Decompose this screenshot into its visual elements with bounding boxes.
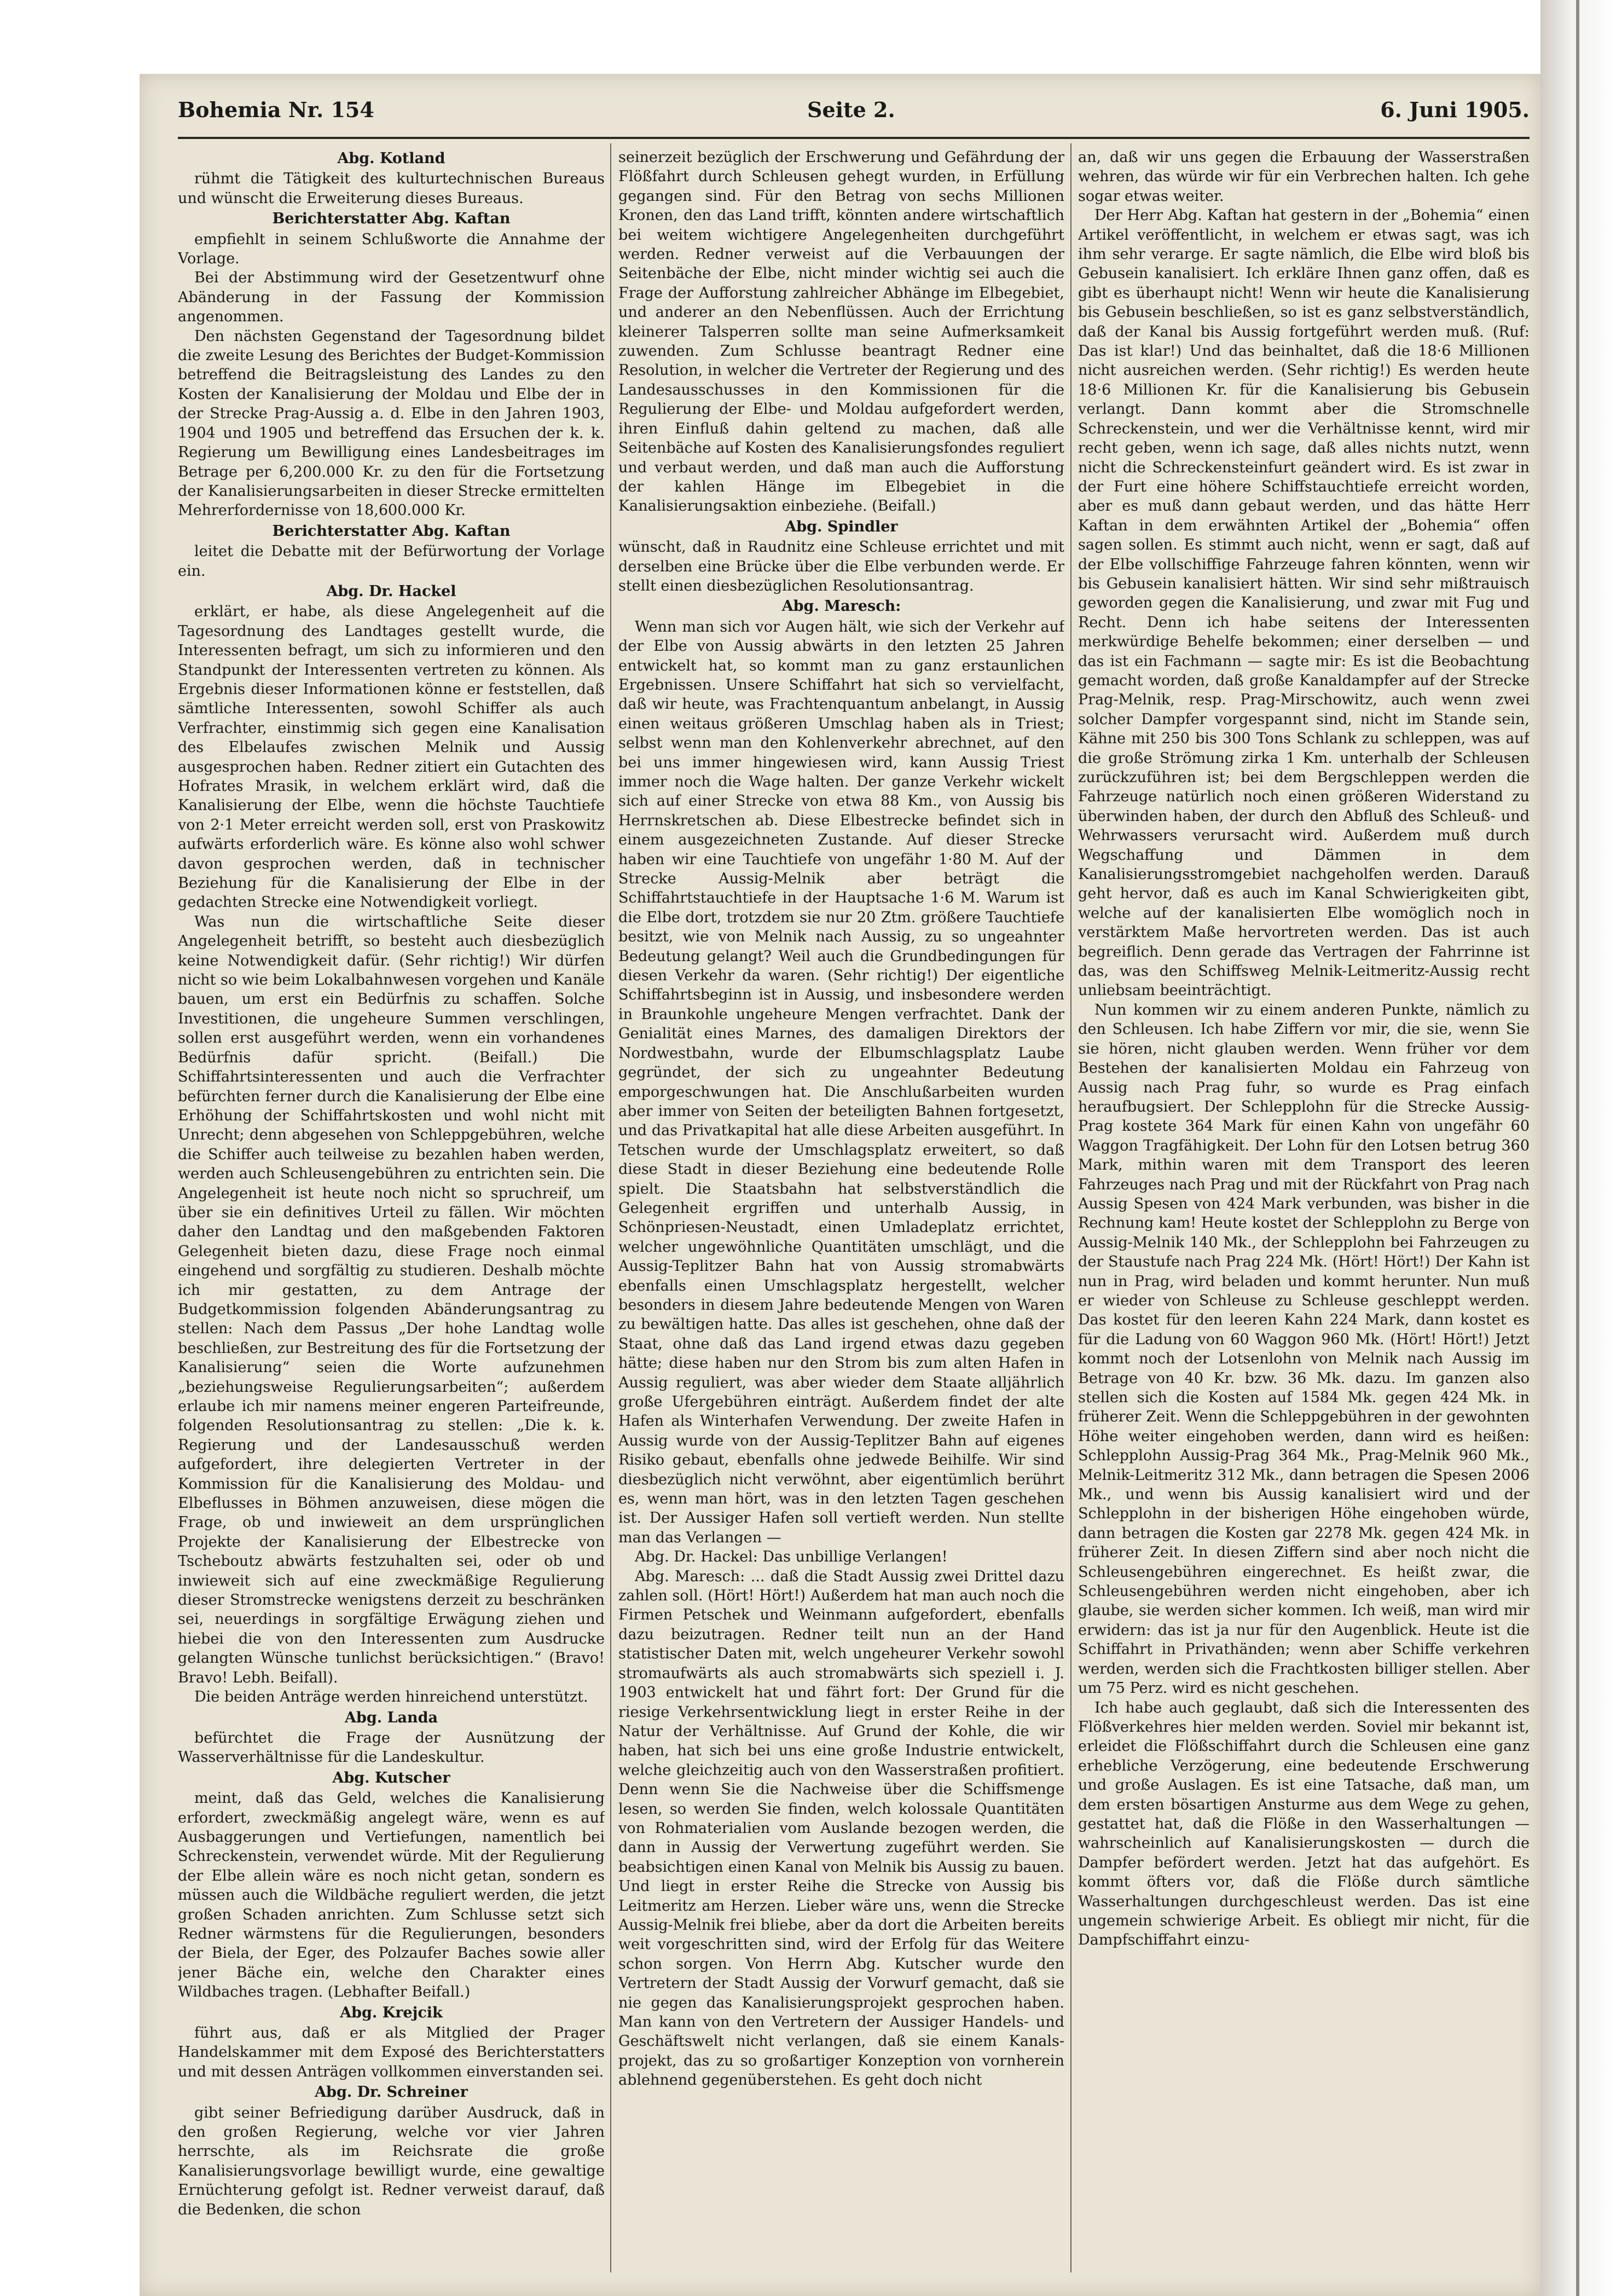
header-rule bbox=[178, 137, 1530, 139]
speaker-heading: Abg. Dr. Schreiner bbox=[315, 2084, 468, 2101]
speaker-heading: Berichterstatter Abg. Kaftan bbox=[272, 522, 511, 540]
binding-fold bbox=[1576, 0, 1579, 2296]
paragraph: gibt seiner Befriedigung darüber Ausdruck, daß in den großen Regierung, welche vor vier Jahren herrschte, als im Reichsrate die große Kanalisierungsvorlage bewilligt wurde, eine gewaltige Ernüchterung gefolgt ist. Redner verweist darauf, daß die Bedenken, die schon bbox=[178, 2104, 605, 2218]
page-number: Seite 2. bbox=[807, 97, 895, 122]
paragraph: wünscht, daß in Raudnitz eine Schleuse errichtet und mit derselben eine Brücke über die Elbe verbunden werde. Er stellt einen diesbezüglichen Resolutionsantrag. bbox=[618, 539, 1064, 594]
speaker-heading: Abg. Kotland bbox=[337, 150, 445, 167]
paragraph: Wenn man sich vor Augen hält, wie sich der Verkehr auf der Elbe von Aussig abwärts in den letzten 25 Jahren entwickelt hat, so kommt man zu ganz erstaunlichen Ergebnissen. Unsere Schiffahrt hat sich so vervielfacht, daß wir heute, was Frachtenquantum anbelangt, in Aussig einen weitaus größeren Umschlag haben als in Triest; selbst wenn man den Kohlenverkehr abrechnet, auf den bei uns immer hingewiesen wird, kann Aussig Triest immer noch die Wage halten. Der ganze Verkehr wickelt sich auf einer Strecke von etwa 88 Km., von Aussig bis Herrnskretschen ab. Diese Elbestrecke befindet sich in einem ausgezeichneten Zustande. Auf dieser Strecke haben wir eine Tauchtiefe von ungefähr 1·80 M. Auf der Strecke Aussig-Melnik aber beträgt die Schiffahrtstauchtiefe in der Hauptsache 1·6 M. Warum ist die Elbe dort, trotzdem sie nur 20 Ztm. größere Tauchtiefe besitzt, wie von Melnik nach Aussig, zu so ungeahnter Bedeutung gelangt? Weil auch die Grundbedingungen für diesen Verkehr da waren. (Sehr richtig!) Der eigentliche Schiffahrtsbeginn ist in Aussig, und insbesondere werden in Braunkohle ungeheure Mengen verfrachtet. Dank der Genialität eines Marnes, des damaligen Direktors der Nordwestbahn, wurde der Elbumschlagsplatz Laube gegründet, der sich zu ungeahnter Bedeutung emporgeschwungen hat. Die Anschlußarbeiten wurden aber immer von Seiten der beteiligten Bahnen fortgesetzt, und das Privatkapital hat alle diese Arbeiten ausgeführt. In Tetschen wurde der Umschlagsplatz erweitert, so daß diese Stadt in dieser Beziehung eine bedeutende Rolle spielt. Die Staatsbahn hat selbstverständlich die Gelegenheit ergriffen und unterhalb Aussig, in Schönpriesen-Neustadt, einen Umladeplatz errichtet, welcher ungewöhnliche Quantitäten umschlägt, und die Aussig-Teplitzer Bahn hat von Aussig stromabwärts ebenfalls einen Umschlagsplatz hergestellt, welcher besonders in diesem Jahre bedeutende Mengen von Waren zu bewältigen hatte. Das alles ist geschehen, ohne daß der Staat, ohne daß das Land irgend etwas dazu gegeben hätte; diese haben nur den Strom bis zum alten Hafen in Aussig reguliert, was aber wieder dem Staate alljährlich große Ufergebühren einträgt. Außerdem findet der alte Hafen als Winterhafen Verwendung. Der zweite Hafen in Aussig wurde von der Aussig-Teplitzer Bahn auf eigenes Risiko gebaut, ebenfalls ohne jedwede Beihilfe. Wir sind diesbezüglich nicht verwöhnt, aber eigentümlich berührt es, wenn man hört, was in den letzten Tagen geschehen ist. Der Aussiger Hafen soll vertieft werden. Nun stellte man das Verlangen — bbox=[618, 618, 1064, 1546]
paragraph: Den nächsten Gegenstand der Tagesordnung bildet die zweite Lesung des Berichtes der Budget-Kommission betreffend die Beitragsleistung des Landes zu den Kosten der Kanalisierung der Moldau und Elbe der in der Strecke Prag-Aussig a. d. Elbe in den Jahren 1903, 1904 und 1905 und betreffend das Ersuchen der k. k. Regierung um Bewilligung eines Landesbeitrages im Betrage per 6,200.000 Kr. zu den für die Fortsetzung der Kanalisierungsarbeiten in dieser Strecke ermittelten Mehrerfordernisse von 18,600.000 Kr. bbox=[178, 327, 605, 519]
speaker-heading: Abg. Krejcik bbox=[340, 2004, 443, 2021]
paragraph: Abg. Maresch: ... daß die Stadt Aussig zwei Drittel dazu zahlen soll. (Hört! Hört!) Außerdem hat man auch noch die Firmen Petschek und Weinmann aufgefordert, ebenfalls dazu beizutragen. Redner teilt nun an der Hand statistischer Daten mit, welch ungeheurer Verkehr sowohl stromaufwärts als auch stromabwärts sich speziell i. J. 1903 entwickelt hat und fährt fort: Der Grund für die riesige Verkehrsentwicklung liegt in erster Reihe in der Natur der Verhältnisse. Auf Grund der Kohle, die wir haben, hat sich bei uns eine große Industrie entwickelt, welche gleichzeitig auch von den Wasserstraßen profitiert. Denn wenn Sie die Nachweise über die Schiffsmenge lesen, so werden Sie finden, welch kolossale Quantitäten von Rohmaterialien vom Auslande bezogen werden, die dann in Aussig der Verwertung zugeführt werden. Sie beabsichtigen einen Kanal von Melnik bis Aussig zu bauen. Und liegt in erster Reihe die Strecke von Aussig bis Leitmeritz am Herzen. Lieber wäre uns, wenn die Strecke Aussig-Melnik frei bliebe, aber da dort die Arbeiten bereits weit vorgeschritten sind, wird der Erfolg für das Weitere schon sorgen. Von Herrn Abg. Kutscher wurde den Vertretern der Stadt Aussig der Vorwurf gemacht, daß sie nie gegen das Kanalisierungsprojekt gesprochen haben. Man kann von den Vertretern der Aussiger Handels- und Geschäftswelt nicht verlangen, daß sie einem Kanals-projekt, das zu so großartiger Konzeption von vornherein ablehnend gegenüberstehen. Es geht doch nicht bbox=[618, 1568, 1064, 2089]
paragraph: meint, daß das Geld, welches die Kanalisierung erfordert, zweckmäßig angelegt wäre, wenn es auf Ausbaggerungen und Vertiefungen, namentlich bei Schreckenstein, verwendet würde. Mit der Regulierung der Elbe allein wäre es noch nicht getan, sondern es müssen auch die Wildbäche reguliert werden, die jetzt großen Schaden anrichten. Zum Schlusse setzt sich Redner wärmstens für die Regulierungen, besonders der Biela, der Eger, des Polzaufer Baches sowie aller jener Bäche ein, welche den Charakter eines Wildbaches tragen. (Lebhafter Beifall.) bbox=[178, 1790, 605, 2001]
paragraph: seinerzeit bezüglich der Erschwerung und Gefährdung der Flößfahrt durch Schleusen gehegt wurden, in Erfüllung gegangen sind. Für den Betrag von sechs Millionen Kronen, den das Land trifft, könnten andere wirtschaftlich bei weitem wichtigere Angelegenheiten durchgeführt werden. Redner verweist auf die Verbauungen der Seitenbäche der Elbe, nicht minder wichtig sei auch die Frage der Aufforstung zahlreicher Abhänge im Elbegebiet, und anderer an den Nebenflüssen. Auch der Errichtung kleinerer Talsperren sollte man seine Aufmerksamkeit zuwenden. Zum Schlusse beantragt Redner eine Resolution, in welcher die Vertreter der Regierung und des Landesausschusses in den Kommissionen für die Regulierung der Elbe- und Moldau aufgefordert werden, ihren Einfluß dahin geltend zu machen, daß alle Seitenbäche auf Kosten des Kanalisierungsfondes reguliert und verbaut werden, und daß man auch die Aufforstung der kahlen Hänge im Elbegebiet in die Kanalisierungsaktion einbeziehe. (Beifall.) bbox=[618, 149, 1064, 515]
speaker-heading: Abg. Kutscher bbox=[332, 1769, 450, 1786]
paragraph: empfiehlt in seinem Schlußworte die Annahme der Vorlage. bbox=[178, 230, 605, 268]
paragraph: rühmt die Tätigkeit des kulturtechnischen Bureaus und wünscht die Erweiterung dieses Bureaus. bbox=[178, 170, 605, 207]
paragraph: Der Herr Abg. Kaftan hat gestern in der „Bohemia“ einen Artikel veröffentlicht, in welchem er etwas sagt, was ich ihm sehr verarge. Er sagte nämlich, die Elbe wird bloß bis Gebusein kanalisiert. Ich erkläre Ihnen ganz offen, daß es gibt es überhaupt nicht! Wenn wir heute die Kanalisierung bis Gebusein beschließen, so ist es ganz selbstverständlich, daß der Kanal bis Aussig fortgeführt werden muß. (Ruf: Das ist klar!) Und das beinhaltet, daß die 18·6 Millionen nicht ausreichen werden. (Sehr richtig!) Es werden heute 18·6 Millionen Kr. für die Kanalisierung bis Gebusein verlangt. Dann kommt aber die Stromschnelle Schreckenstein, und wer die Verhältnisse kennt, wird mir recht geben, wenn ich sage, daß alles nichts nutzt, wenn nicht die Schreckensteinfurt geändert wird. Es ist zwar in der Furt eine höhere Schiffstauchtiefe erreicht worden, aber es muß dann gebaut werden, und das hätte Herr Kaftan in dem erwähnten Artikel der „Bohemia“ offen sagen sollen. Es stimmt auch nicht, wenn er sagt, daß auf der Elbe vollschiffige Fahrzeuge fahren könnten, wenn wir bis Gebusein kanalisiert hätten. Wir sind sehr mißtrauisch geworden gegen die Kanalisierung, und zwar mit Fug und Recht. Denn ich habe seitens der Interessenten merkwürdige Behelfe bekommen; einer derselben — und das ist ein Fachmann — sagte mir: Es ist die Beobachtung gemacht worden, daß große Kanaldampfer auf der Strecke Prag-Melnik, resp. Prag-Mirschowitz, auch wenn zwei solcher Dampfer vorgespannt sind, nicht im Stande sein, Kähne mit 250 bis 300 Tons Schlank zu schleppen, was auf die große Strömung zirka 1 Km. unterhalb der Schleusen zurückzuführen ist; bei dem Bergschleppen werden die Fahrzeuge natürlich noch einen größeren Widerstand zu überwinden haben, der durch den Abfluß des Schleuß- und Wehrwassers verursacht wird. Außerdem muß durch Wegschaffung und Dämmen in dem Kanalisierungsstromgebiet nachgeholfen werden. Darauß geht hervor, daß es auch im Kanal Schwierigkeiten gibt, welche auf der kanalisierten Elbe womöglich noch in verstärktem Maße hervortreten werden. Das ist auch begreiflich. Denn gerade das Vertragen der Fahrrinne ist das, was den Schiffsweg Melnik-Leitmeritz-Aussig recht unliebsam beeinträchtigt. bbox=[1078, 207, 1530, 999]
column-separator bbox=[1070, 143, 1071, 2272]
speaker-heading: Berichterstatter Abg. Kaftan bbox=[272, 210, 511, 228]
speaker-heading: Abg. Spindler bbox=[785, 518, 898, 535]
issue-date: 6. Juni 1905. bbox=[1380, 97, 1530, 122]
column-3 bbox=[1078, 148, 1530, 2271]
page-header bbox=[178, 97, 1530, 136]
paragraph: befürchtet die Frage der Ausnützung der Wasserverhältnisse für die Landeskultur. bbox=[178, 1729, 605, 1766]
paragraph: Ich habe auch geglaubt, daß sich die Interessenten des Flößverkehres hier melden werden. Soviel mir bekannt ist, erleidet die Flößschiffahrt durch die Schleusen eine ganz erhebliche Verzögerung, eine bedeutende Erschwerung und große Auslagen. Es ist eine Tatsache, daß man, um dem ersten bösartigen Ansturme aus dem Wege zu gehen, gestattet hat, daß die Flöße in den Wasserhaltungen — wahrscheinlich auf Kanalisierungskosten — durch die Dampfer befördert werden. Jetzt hat das aufgehört. Es kommt öfters vor, daß die Flöße durch sämtliche Wasserhaltungen durchgeschleust werden. Das ist eine ungemein schwierige Arbeit. Es obliegt mir nicht, für die Dampfschiffahrt einzu- bbox=[1078, 1699, 1530, 1949]
column-1 bbox=[178, 148, 605, 2271]
column-separator bbox=[610, 143, 611, 2272]
paragraph: an, daß wir uns gegen die Erbauung der Wasserstraßen wehren, das würde wir für ein Verbrechen halten. Ich gehe sogar etwas weiter. bbox=[1078, 149, 1530, 205]
speaker-heading: Abg. Landa bbox=[345, 1709, 438, 1726]
paragraph: Die beiden Anträge werden hinreichend unterstützt. bbox=[194, 1688, 588, 1706]
speaker-heading: Abg. Maresch: bbox=[781, 598, 901, 615]
paragraph: Bei der Abstimmung wird der Gesetzentwurf ohne Abänderung in der Fassung der Kommission angenommen. bbox=[178, 269, 605, 326]
speaker-heading: Abg. Dr. Hackel bbox=[326, 582, 456, 600]
paragraph: Was nun die wirtschaftliche Seite dieser Angelegenheit betrifft, so besteht auch diesbezüglich keine Notwendigkeit dafür. (Sehr richtig!) Wir dürfen nicht so wie beim Lokalbahnwesen vorgehen und Kanäle bauen, um erst ein Bedürfnis zu schaffen. Solche Investitionen, die ungeheure Summen verschlingen, sollen erst ausgeführt werden, wenn ein vorhandenes Bedürfnis dafür spricht. (Beifall.) Die Schiffahrtsinteressenten und auch die Verfrachter befürchten ferner durch die Kanalisierung der Elbe eine Erhöhung der Schiffahrtskosten und wohl nicht mit Unrecht; denn abgesehen von Schleppgebühren, welche die Schiffer auch teilweise zu bezahlen haben werden, werden auch Schleusengebühren zu entrichten sein. Die Angelegenheit ist heute noch nicht so spruchreif, um über sie ein definitives Urteil zu fällen. Wir möchten daher den Landtag und den maßgebenden Faktoren Gelegenheit bieten dazu, diese Frage noch einmal eingehend und sorgfältig zu studieren. Deshalb möchte ich mir gestatten, zu dem Antrage der Budgetkommission folgenden Abänderungsantrag zu stellen: Nach dem Passus „Der hohe Landtag wolle beschließen, zur Bestreitung des für die Fortsetzung der Kanalisierung“ seien die Worte aufzunehmen „beziehungsweise Regulierungsarbeiten“; außerdem erlaube ich mir namens meiner engeren Parteifreunde, folgenden Resolutionsantrag zu stellen: „Die k. k. Regierung und der Landesausschuß werden aufgefordert, ihre delegierten Vertreter in der Kommission für die Kanalisierung des Moldau- und Elbeflusses in Böhmen anzuweisen, diese mögen die Frage, ob und inwieweit an dem ursprünglichen Projekte der Kanalisierung der Elbestrecke von Tscheboutz abwärts festzuhalten sei, oder ob und inwieweit sich auf eine zweckmäßige Regulierung dieser Stromstrecke wenigstens derzeit zu beschränken sei, neuerdings in sorgfältige Erwägung ziehen und hiebei die von den Interessenten zum Ausdrucke gelangten Wünsche tunlichst berücksichtigen.“ (Bravo! Bravo! Lebh. Beifall). bbox=[178, 913, 605, 1686]
paragraph: leitet die Debatte mit der Befürwortung der Vorlage ein. bbox=[178, 543, 605, 580]
paragraph: erklärt, er habe, als diese Angelegenheit auf die Tagesordnung des Landtages gestellt wurde, die Interessenten befragt, um sich zu informieren und den Standpunkt der Interessenten vertreten zu können. Als Ergebnis dieser Informationen könne er feststellen, daß sämtliche Interessenten, sowohl Schiffer als auch Verfrachter, einstimmig sich gegen eine Kanalisation des Elbelaufes zwischen Melnik und Aussig ausgesprochen haben. Redner zitiert ein Gutachten des Hofrates Mrasik, in welchem erklärt wird, daß die Kanalisierung der Elbe, wenn die höchste Tauchtiefe von 2·1 Meter erreicht werden soll, erst von Praskowitz aufwärts erforderlich wäre. Es könne also wohl schwer davon gesprochen werden, daß in technischer Beziehung für die Kanalisierung der Elbe in der gedachten Strecke eine Notwendigkeit vorliegt. bbox=[178, 603, 605, 911]
paragraph: Abg. Dr. Hackel: Das unbillige Verlangen! bbox=[635, 1548, 948, 1566]
paragraph: Nun kommen wir zu einem anderen Punkte, nämlich zu den Schleusen. Ich habe Ziffern vor mir, die sie, wenn Sie sie hören, nicht glauben werden. Wenn früher vor dem Bestehen der kanalisierten Moldau ein Fahrzeug von Aussig nach Prag fuhr, so wurde es Prag einfach heraufbugsiert. Der Schlepplohn für die Strecke Aussig-Prag kostete 364 Mark für einen Kahn von ungefähr 60 Waggon Tragfähigkeit. Der Lohn für den Lotsen betrug 360 Mark, mithin waren mit dem Transport des leeren Fahrzeuges nach Prag und mit der Rückfahrt von Prag nach Aussig Spesen von 424 Mark verbunden, was bisher in die Rechnung kam! Heute kostet der Schlepplohn zu Berge von Aussig-Melnik 140 Mk., der Schlepplohn bei Fahrzeugen zu der Staustufe nach Prag 224 Mk. (Hört! Hört!) Der Kahn ist nun in Prag, wird beladen und kommt herunter. Nun muß er wieder von Schleuse zu Schleuse geschleppt werden. Das kostet für den leeren Kahn 224 Mark, dann kostet es für die Ladung von 60 Waggon 960 Mk. (Hört! Hört!) Jetzt kommt noch der Lotsenlohn von Melnik nach Aussig im Betrage von 40 Kr. bzw. 36 Mk. dazu. Im ganzen also stellen sich die Kosten auf 1584 Mk. gegen 424 Mk. in früherer Zeit. Wenn die Schleppgebühren in der gewohnten Höhe weiter eingehoben werden, dann wird es heißen: Schlepplohn Aussig-Prag 364 Mk., Prag-Melnik 960 Mk., Melnik-Leitmeritz 312 Mk., dann betragen die Spesen 2006 Mk., und wenn bis Aussig kanalisiert wird und der Schlepplohn in der bisherigen Höhe eingehoben würde, dann betragen die Kosten gar 2278 Mk. gegen 424 Mk. in früherer Zeit. In diesen Ziffern sind aber noch nicht die Schleusengebühren eingerechnet. Es heißt zwar, die Schleusengebühren werden nicht eingehoben, aber ich glaube, sie werden sicher kommen. Ich weiß, man wird mir erwidern: das ist ja nur für den Augenblick. Heute ist die Schiffahrt in Privathänden; wenn aber Schiffe verkehren werden, werden sich die Frachtkosten billiger stellen. Aber um 75 Perz. wird es nicht geschehen. bbox=[1078, 1001, 1530, 1697]
column-2 bbox=[618, 148, 1064, 2271]
issue-number: Bohemia Nr. 154 bbox=[178, 97, 374, 122]
paragraph: führt aus, daß er als Mitglied der Prager Handelskammer mit dem Exposé des Berichterstatters und mit dessen Anträgen vollkommen einverstanden sei. bbox=[178, 2025, 605, 2080]
